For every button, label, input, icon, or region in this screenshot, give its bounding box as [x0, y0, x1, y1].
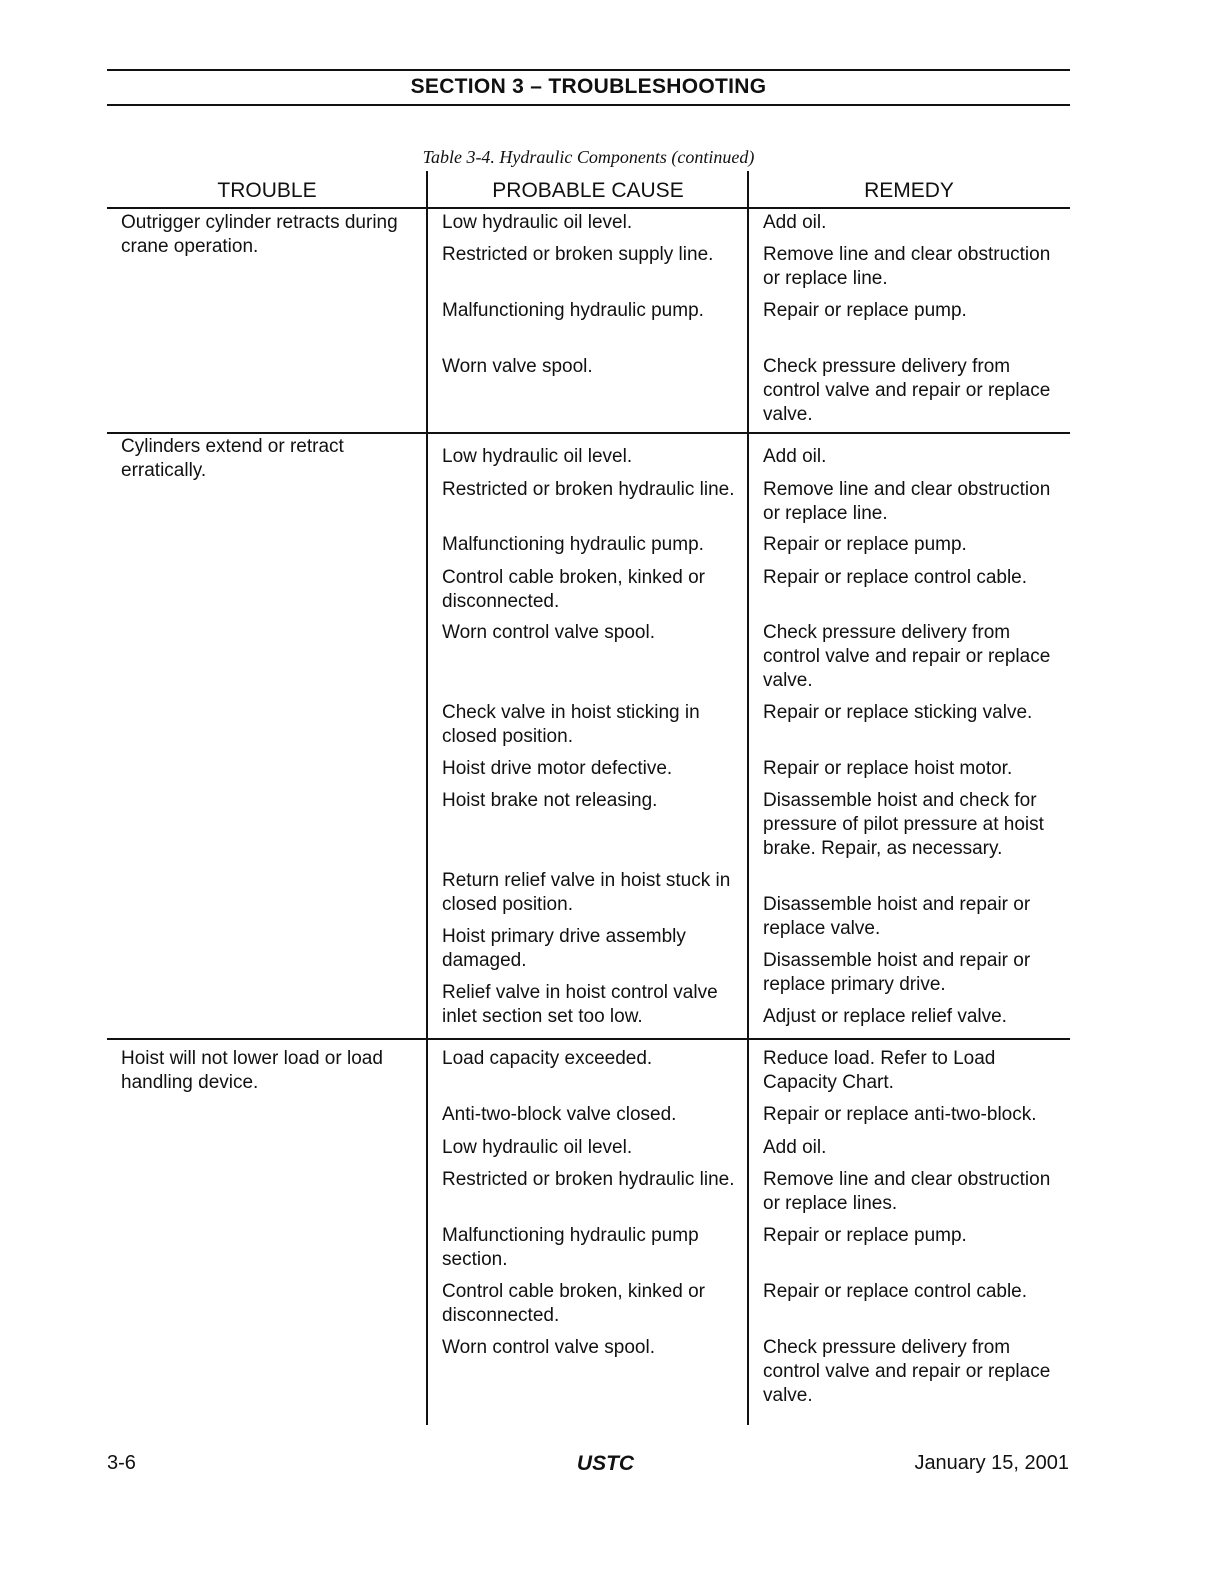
remedy-cell: Check pressure delivery from control valve and repair or replace valve. [763, 1337, 1051, 1406]
cause-cell: Restricted or broken hydraulic line. [442, 479, 735, 500]
remedy-cell: Adjust or replace relief valve. [763, 1006, 1007, 1027]
cause-cell: Malfunctioning hydraulic pump section. [442, 1225, 699, 1270]
cause-cell: Low hydraulic oil level. [442, 212, 633, 233]
group-divider [107, 1038, 1070, 1040]
header-bottom-rule [107, 104, 1070, 106]
trouble-cell: Outrigger cylinder retracts during crane operation. [121, 212, 398, 257]
footer-brand: USTC [576, 1452, 635, 1475]
cause-cell: Restricted or broken hydraulic line. [442, 1169, 735, 1190]
trouble-cell: Hoist will not lower load or load handling device. [121, 1048, 383, 1093]
remedy-cell: Add oil. [763, 446, 827, 467]
page-number: 3-6 [107, 1452, 136, 1474]
cause-cell: Anti-two-block valve closed. [442, 1104, 677, 1125]
cause-cell: Worn control valve spool. [442, 1337, 655, 1358]
remedy-cell: Remove line and clear obstruction or replace lines. [763, 1169, 1051, 1214]
trouble-cell: Cylinders extend or retract erratically. [121, 436, 344, 481]
cause-cell: Hoist primary drive assembly damaged. [442, 926, 686, 971]
remedy-cell: Disassemble hoist and repair or replace primary drive. [763, 950, 1031, 995]
remedy-cell: Check pressure delivery from control valve and repair or replace valve. [763, 622, 1051, 691]
remedy-cell: Repair or replace control cable. [763, 567, 1028, 588]
remedy-cell: Repair or replace anti-two-block. [763, 1104, 1037, 1125]
column-divider [747, 171, 749, 1425]
section-title: SECTION 3 – TROUBLESHOOTING [410, 75, 767, 98]
cause-cell: Control cable broken, kinked or disconnected. [442, 1281, 705, 1326]
cause-cell: Control cable broken, kinked or disconnected. [442, 567, 705, 612]
cause-cell: Load capacity exceeded. [442, 1048, 653, 1069]
remedy-cell: Remove line and clear obstruction or replace line. [763, 479, 1051, 524]
cause-cell: Malfunctioning hydraulic pump. [442, 300, 704, 321]
remedy-cell: Disassemble hoist and check for pressure of pilot pressure at hoist brake. Repair, as necessary. [763, 790, 1044, 859]
header-top-rule [107, 69, 1070, 71]
cause-cell: Relief valve in hoist control valve inlet section set too low. [442, 982, 718, 1027]
remedy-cell: Repair or replace sticking valve. [763, 702, 1033, 723]
remedy-cell: Disassemble hoist and repair or replace valve. [763, 894, 1031, 939]
remedy-cell: Check pressure delivery from control valve and repair or replace valve. [763, 356, 1051, 425]
cause-cell: Malfunctioning hydraulic pump. [442, 534, 704, 555]
cause-cell: Hoist brake not releasing. [442, 790, 658, 811]
remedy-cell: Reduce load. Refer to Load Capacity Chart. [763, 1048, 996, 1093]
remedy-cell: Repair or replace pump. [763, 534, 967, 555]
remedy-cell: Remove line and clear obstruction or replace line. [763, 244, 1051, 289]
cause-cell: Check valve in hoist sticking in closed position. [442, 702, 700, 747]
cause-cell: Restricted or broken supply line. [442, 244, 714, 265]
group-divider [107, 432, 1070, 434]
column-header-remedy: REMEDY [864, 179, 954, 202]
column-divider [426, 171, 428, 1425]
remedy-cell: Repair or replace control cable. [763, 1281, 1028, 1302]
cause-cell: Hoist drive motor defective. [442, 758, 673, 779]
header-rule [107, 207, 1070, 209]
remedy-cell: Repair or replace pump. [763, 1225, 967, 1246]
cause-cell: Worn control valve spool. [442, 622, 655, 643]
cause-cell: Return relief valve in hoist stuck in closed position. [442, 870, 731, 915]
remedy-cell: Add oil. [763, 212, 827, 233]
cause-cell: Worn valve spool. [442, 356, 593, 377]
remedy-cell: Repair or replace hoist motor. [763, 758, 1013, 779]
remedy-cell: Add oil. [763, 1137, 827, 1158]
table-caption: Table 3-4. Hydraulic Components (continued) [422, 147, 755, 167]
column-header-probable-cause: PROBABLE CAUSE [492, 179, 684, 202]
footer-date: January 15, 2001 [914, 1452, 1069, 1474]
cause-cell: Low hydraulic oil level. [442, 446, 633, 467]
column-header-trouble: TROUBLE [217, 179, 317, 202]
remedy-cell: Repair or replace pump. [763, 300, 967, 321]
cause-cell: Low hydraulic oil level. [442, 1137, 633, 1158]
